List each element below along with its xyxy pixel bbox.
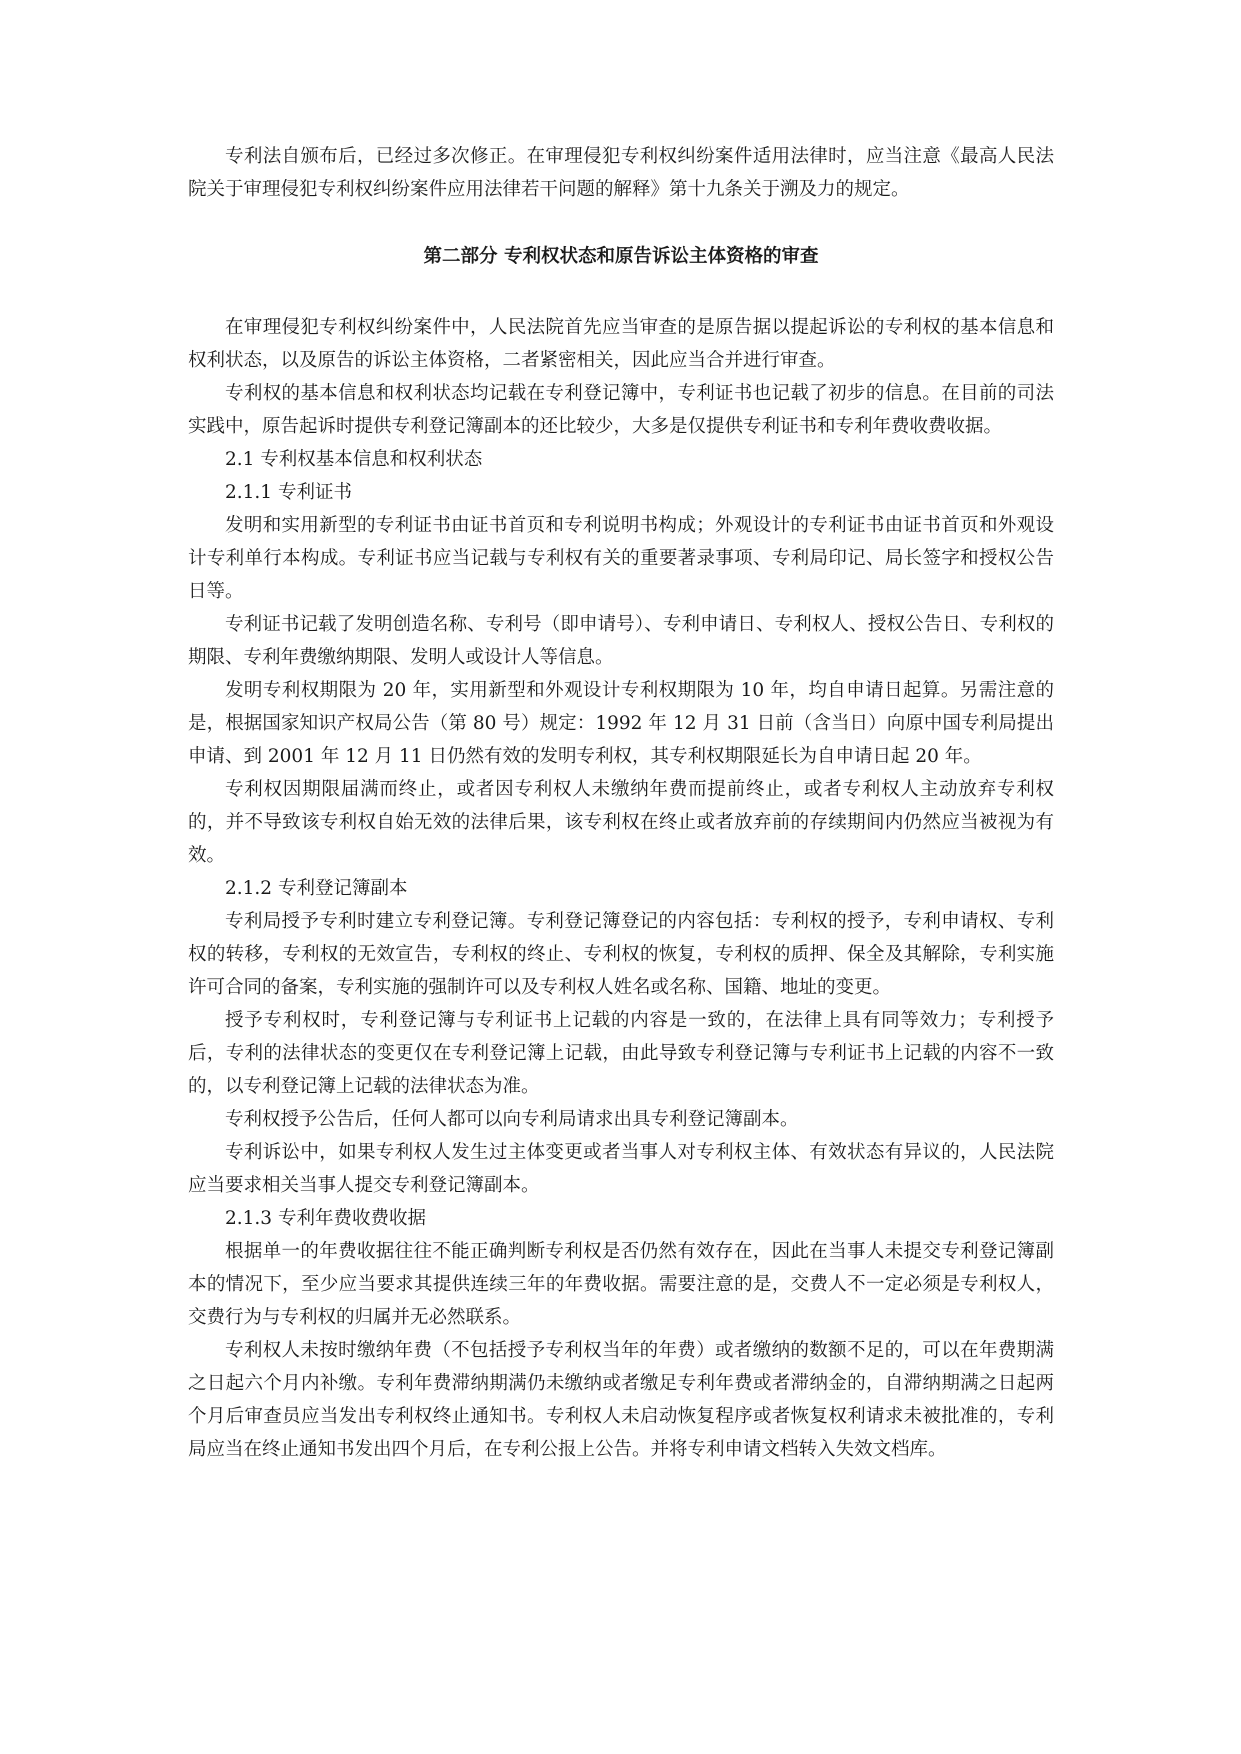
section-title: 第二部分 专利权状态和原告诉讼主体资格的审查: [423, 246, 819, 267]
paragraph-8: 授予专利权时，专利登记簿与专利证书上记载的内容是一致的，在法律上具有同等效力；专利授予后，专利的法律状态的变更仅在专利登记簿上记载，由此导致专利登记簿与专利证书上记载的内容不一致的，以专利登记簿上记载的法律状态为准。: [188, 1010, 1054, 1097]
heading-2-1: 2.1 专利权基本信息和权利状态: [225, 449, 483, 470]
paragraph-6: 专利权因期限届满而终止，或者因专利权人未缴纳年费而提前终止，或者专利权人主动放弃专利权的，并不导致该专利权自始无效的法律后果，该专利权在终止或者放弃前的存续期间内仍然应当被视为有效。: [188, 779, 1054, 866]
paragraph-9: 专利权授予公告后，任何人都可以向专利局请求出具专利登记簿副本。: [225, 1109, 799, 1130]
paragraph-5: 发明专利权期限为 20 年，实用新型和外观设计专利权期限为 10 年，均自申请日起算。另需注意的是，根据国家知识产权局公告（第 80 号）规定：1992 年 12 月 31 日前（含当日）向原中国专利局提出申请、到 2001 年 12 月 11 日仍然有效的发明专利权，其专利权期限延长为自申请日起 20 年。: [188, 680, 1054, 767]
paragraph-3: 发明和实用新型的专利证书由证书首页和专利说明书构成；外观设计的专利证书由证书首页和外观设计专利单行本构成。专利证书应当记载与专利权有关的重要著录事项、专利局印记、局长签字和授权公告日等。: [188, 515, 1054, 602]
document-page: [188, 140, 1054, 1466]
paragraph-1: 在审理侵犯专利权纠纷案件中，人民法院首先应当审查的是原告据以提起诉讼的专利权的基本信息和权利状态，以及原告的诉讼主体资格，二者紧密相关，因此应当合并进行审查。: [188, 317, 1054, 371]
paragraph-11: 根据单一的年费收据往往不能正确判断专利权是否仍然有效存在，因此在当事人未提交专利登记簿副本的情况下，至少应当要求其提供连续三年的年费收据。需要注意的是，交费人不一定必须是专利权人，交费行为与专利权的归属并无必然联系。: [188, 1241, 1054, 1328]
paragraph-12: 专利权人未按时缴纳年费（不包括授予专利权当年的年费）或者缴纳的数额不足的，可以在年费期满之日起六个月内补缴。专利年费滞纳期满仍未缴纳或者缴足专利年费或者滞纳金的，自滞纳期满之日起两个月后审查员应当发出专利权终止通知书。专利权人未启动恢复程序或者恢复权利请求未被批准的，专利局应当在终止通知书发出四个月后，在专利公报上公告。并将专利申请文档转入失效文档库。: [188, 1340, 1054, 1460]
paragraph-2: 专利权的基本信息和权利状态均记载在专利登记簿中，专利证书也记载了初步的信息。在目前的司法实践中，原告起诉时提供专利登记簿副本的还比较少，大多是仅提供专利证书和专利年费收费收据。: [188, 383, 1054, 437]
heading-2-1-3: 2.1.3 专利年费收费收据: [225, 1208, 426, 1229]
intro-paragraph: 专利法自颁布后，已经过多次修正。在审理侵犯专利权纠纷案件适用法律时，应当注意《最高人民法院关于审理侵犯专利权纠纷案件应用法律若干问题的解释》第十九条关于溯及力的规定。: [188, 146, 1054, 200]
paragraph-4: 专利证书记载了发明创造名称、专利号（即申请号）、专利申请日、专利权人、授权公告日、专利权的期限、专利年费缴纳期限、发明人或设计人等信息。: [188, 614, 1054, 668]
paragraph-10: 专利诉讼中，如果专利权人发生过主体变更或者当事人对专利权主体、有效状态有异议的，人民法院应当要求相关当事人提交专利登记簿副本。: [188, 1142, 1054, 1196]
heading-2-1-2: 2.1.2 专利登记簿副本: [225, 878, 408, 899]
heading-2-1-1: 2.1.1 专利证书: [225, 482, 352, 503]
paragraph-7: 专利局授予专利时建立专利登记簿。专利登记簿登记的内容包括：专利权的授予，专利申请权、专利权的转移，专利权的无效宣告，专利权的终止、专利权的恢复，专利权的质押、保全及其解除，专利实施许可合同的备案，专利实施的强制许可以及专利权人姓名或名称、国籍、地址的变更。: [188, 911, 1054, 998]
